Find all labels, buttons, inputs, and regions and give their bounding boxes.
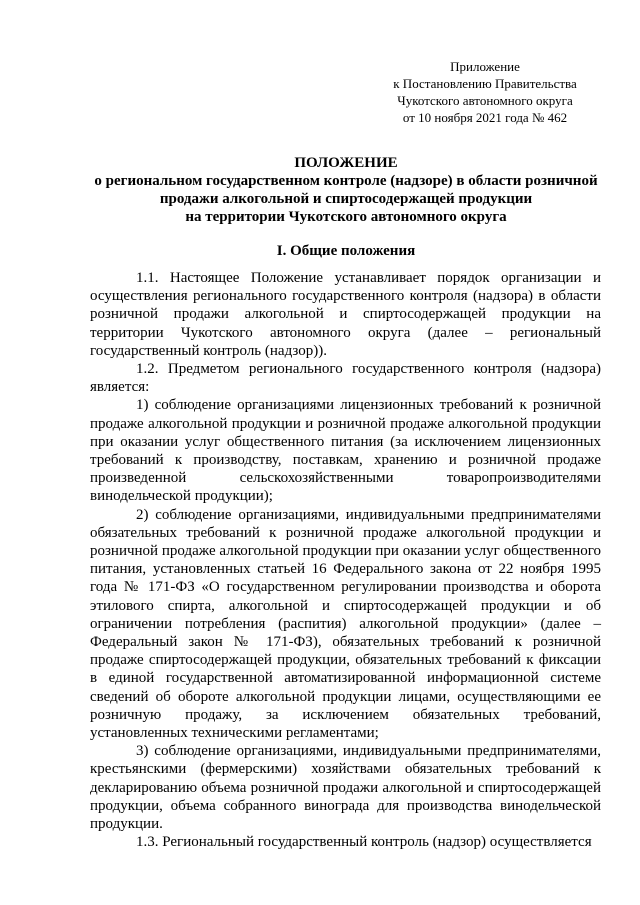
paragraph-item-1: 1) соблюдение организациями лицензионных требований к розничной продаже алкогольной продукции и розничной продаже алкогольной продукции при оказании услуг общественного питания (за исключением лицензионных требований к производству, поставкам, хранению и розничной продаже произведенной сельскохозяйственными товаропроизводителями винодельческой продукции); [90,397,601,505]
document-body [90,269,601,852]
paragraph-item-3: 3) соблюдение организациями, индивидуальными предпринимателями, крестьянскими (фермерскими) хозяйствами обязательных требований к декларированию объема розничной продажи алкогольной и спиртосодержащей продукции, объема собранного винограда для производства винодельческой продукции. [90,743,601,833]
title-line: на территории Чукотского автономного округа [185,209,507,225]
section-heading: I. Общие положения [276,243,416,259]
appendix-header [380,58,590,126]
title-line: о региональном государственном контроле (надзоре) в области розничной [94,173,598,189]
appendix-line: от 10 ноября 2021 года № 462 [402,110,568,125]
title-line: ПОЛОЖЕНИЕ [294,155,398,171]
appendix-line: к Постановлению Правительства [393,76,577,91]
title-line: продажи алкогольной и спиртосодержащей продукции [159,191,533,207]
paragraph-item-2: 2) соблюдение организациями, индивидуальными предпринимателями обязательных требований к розничной продаже алкогольной продукции и розничной продаже алкогольной продукции при оказании услуг общественного питания, установленных статьей 16 Федерального закона от 22 ноября 1995 года № 171-ФЗ «О государственном регулировании производства и оборота этилового спирта, алкогольной и спиртосодержащей продукции и об ограничении потребления (распития) алкогольной продукции» (далее – Федеральный закон № 171-ФЗ), обязательных требований к розничной продаже спиртосодержащей продукции, обязательных требований к фиксации в единой государственной автоматизированной информационной системе сведений об обороте алкогольной продукции лицами, осуществляющими ее розничную продажу, за исключением обязательных требований, установленных техническими регламентами; [90,506,601,742]
paragraph-1-3: 1.3. Региональный государственный контроль (надзор) осуществляется [136,834,592,851]
appendix-line: Приложение [450,59,520,74]
paragraph-1-1: 1.1. Настоящее Положение устанавливает порядок организации и осуществления регионального государственного контроля (надзора) в области розничной продажи алкогольной и спиртосодержащей продукции на территории Чукотского автономного округа (далее – региональный государственный контроль (надзор)). [90,270,601,359]
document-title [60,154,632,226]
paragraph-1-2: 1.2. Предметом регионального государственного контроля (надзора) является: [90,361,601,396]
appendix-line: Чукотского автономного округа [397,93,573,108]
